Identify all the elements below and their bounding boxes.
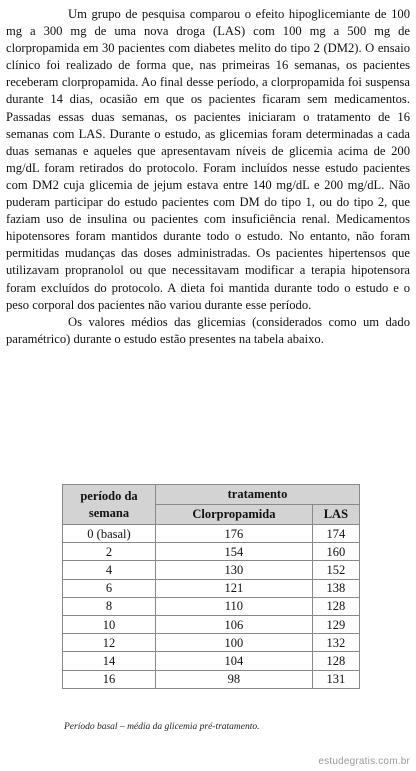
cell-period: 0 (basal) bbox=[63, 525, 156, 543]
cell-period: 6 bbox=[63, 579, 156, 597]
table-row bbox=[63, 525, 360, 543]
table-row bbox=[63, 634, 360, 652]
cell-clorpropamida: 100 bbox=[156, 634, 313, 652]
cell-period: 10 bbox=[63, 615, 156, 633]
cell-clorpropamida: 154 bbox=[156, 543, 313, 561]
cell-clorpropamida: 121 bbox=[156, 579, 313, 597]
table-row bbox=[63, 597, 360, 615]
table-row bbox=[63, 652, 360, 670]
cell-clorpropamida: 176 bbox=[156, 525, 313, 543]
question-text bbox=[6, 6, 410, 348]
cell-period: 14 bbox=[63, 652, 156, 670]
table-row bbox=[63, 579, 360, 597]
glycemia-table bbox=[62, 484, 360, 689]
header-period: período da semana bbox=[63, 485, 156, 525]
cell-las: 132 bbox=[312, 634, 359, 652]
cell-period: 16 bbox=[63, 670, 156, 688]
cell-las: 138 bbox=[312, 579, 359, 597]
header-las: LAS bbox=[312, 505, 359, 525]
cell-las: 131 bbox=[312, 670, 359, 688]
paragraph-table-intro: Os valores médios das glicemias (considerados como um dado paramétrico) durante o estudo estão presentes na tabela abaixo. bbox=[6, 314, 410, 346]
table-row bbox=[63, 615, 360, 633]
cell-las: 160 bbox=[312, 543, 359, 561]
cell-period: 2 bbox=[63, 543, 156, 561]
cell-las: 128 bbox=[312, 652, 359, 670]
table-row bbox=[63, 543, 360, 561]
cell-las: 129 bbox=[312, 615, 359, 633]
table-row bbox=[63, 670, 360, 688]
cell-period: 12 bbox=[63, 634, 156, 652]
table-row bbox=[63, 561, 360, 579]
table-footnote: Período basal – média da glicemia pré-tratamento. bbox=[64, 722, 260, 732]
cell-period: 4 bbox=[63, 561, 156, 579]
header-clorpropamida: Clorpropamida bbox=[156, 505, 313, 525]
cell-clorpropamida: 104 bbox=[156, 652, 313, 670]
header-treatment: tratamento bbox=[156, 485, 360, 505]
cell-las: 174 bbox=[312, 525, 359, 543]
cell-period: 8 bbox=[63, 597, 156, 615]
cell-clorpropamida: 110 bbox=[156, 597, 313, 615]
paragraph-study-description: Um grupo de pesquisa comparou o efeito hipoglicemiante de 100 mg a 300 mg de uma nova droga (LAS) com 100 mg a 500 mg de clorpropamida em 30 pacientes com diabetes melito do tipo 2 (DM2). O ensaio clínico foi realizado de forma que, nas primeiras 16 semanas, os pacientes receberam clorpropamida. Ao final desse período, a clorpropamida foi suspensa durante 14 dias, ocasião em que os pacientes ficaram sem medicamentos. Passadas essas duas semanas, os pacientes iniciaram o tratamento de 16 semanas com LAS. Durante o estudo, as glicemias foram determinadas a cada duas semanas e aqueles que apresentavam níveis de glicemia acima de 200 mg/dL foram retirados do protocolo. Foram incluídos nesse estudo pacientes com DM2 cuja glicemia de jejum estava entre 140 mg/dL e 200 mg/dL. Não puderam participar do estudo pacientes com DM do tipo 1, ou do tipo 2, que faziam uso de insulina ou pacientes com insuficiência renal. Medicamentos hipotensores foram mantidos durante todo o estudo. No entanto, não foram permitidas mudanças das doses administradas. Os pacientes hipertensos que utilizavam propranolol ou que necessitavam modificar a terapia hipotensora foram excluídos do protocolo. A dieta foi mantida durante todo o estudo e o peso corporal dos pacientes não variou durante esse período. bbox=[6, 7, 410, 312]
cell-clorpropamida: 106 bbox=[156, 615, 313, 633]
cell-las: 152 bbox=[312, 561, 359, 579]
watermark: estudegratis.com.br bbox=[318, 756, 410, 767]
cell-las: 128 bbox=[312, 597, 359, 615]
cell-clorpropamida: 130 bbox=[156, 561, 313, 579]
cell-clorpropamida: 98 bbox=[156, 670, 313, 688]
